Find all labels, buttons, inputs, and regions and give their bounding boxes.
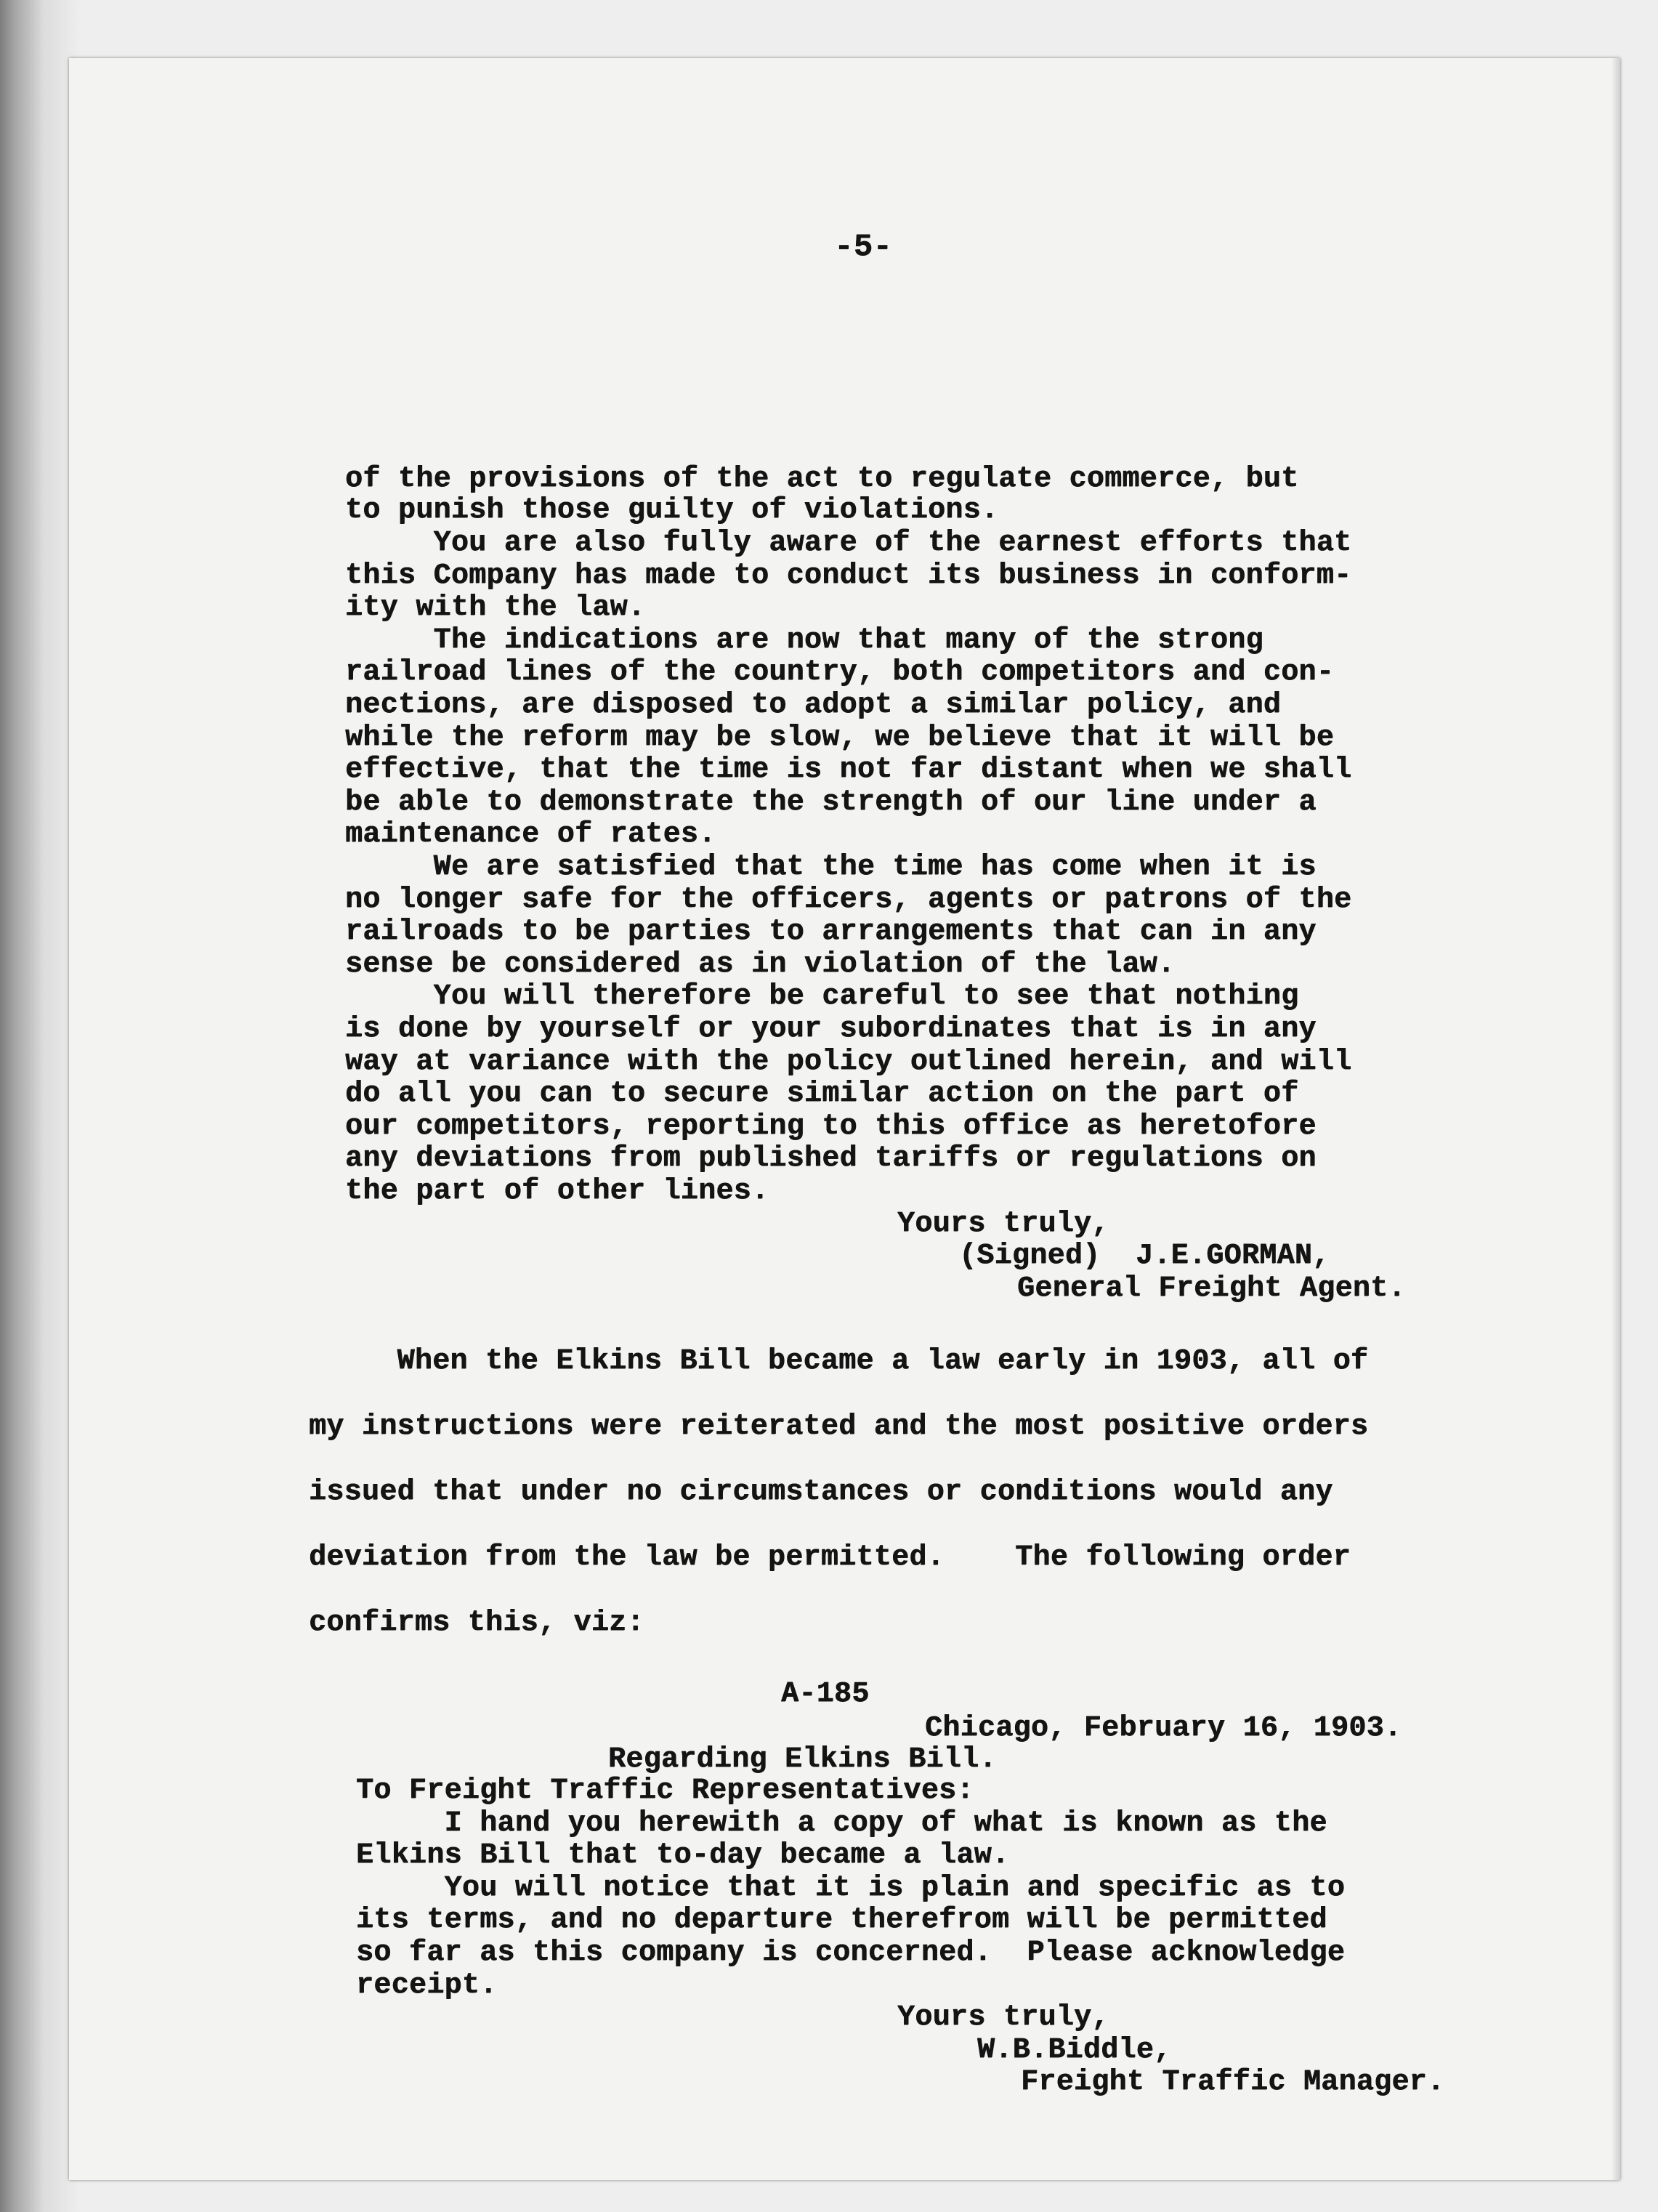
order-line: receipt.	[356, 1969, 498, 2002]
letter-line: maintenance of rates.	[345, 818, 716, 851]
order-subject: Regarding Elkins Bill.	[608, 1743, 997, 1776]
letter-line: railroad lines of the country, both competitors and con-	[345, 656, 1335, 689]
letter-line: nections, are disposed to adopt a similar policy, and	[345, 689, 1282, 722]
letter-line: railroads to be parties to arrangements that can in any	[345, 916, 1317, 948]
letter-line: to punish those guilty of violations.	[345, 494, 999, 527]
letter-line: We are satisfied that the time has come when it is	[345, 851, 1317, 884]
letter-line: any deviations from published tariffs or regulations on	[345, 1142, 1317, 1175]
order-signer-title: Freight Traffic Manager.	[1021, 2066, 1445, 2099]
letter-line: while the reform may be slow, we believe that it will be	[345, 722, 1335, 754]
letter-line: effective, that the time is not far distant when we shall	[345, 754, 1352, 786]
order-number: A-185	[781, 1678, 870, 1711]
letter-line: is done by yourself or your subordinates that is in any	[345, 1013, 1317, 1046]
page-number: -5-	[834, 229, 893, 265]
letter-line: ity with the law.	[345, 592, 646, 624]
letter-line: do all you can to secure similar action on the part of	[345, 1078, 1299, 1110]
letter-line: the part of other lines.	[345, 1175, 769, 1208]
letter-signer-title: General Freight Agent.	[1017, 1272, 1406, 1305]
order-place-date: Chicago, February 16, 1903.	[925, 1712, 1402, 1745]
letter-line: You will therefore be careful to see that nothing	[345, 980, 1299, 1013]
letter-closing: Yours truly,	[897, 1208, 1109, 1240]
letter-line: no longer safe for the officers, agents or patrons of the	[345, 884, 1352, 916]
order-addressee: To Freight Traffic Representatives:	[356, 1775, 974, 1807]
letter-line: this Company has made to conduct its business in conform-	[345, 560, 1352, 592]
letter-signature: (Signed) J.E.GORMAN,	[959, 1240, 1330, 1272]
order-line: Elkins Bill that to-day became a law.	[356, 1839, 1010, 1872]
letter-line: our competitors, reporting to this office as heretofore	[345, 1110, 1317, 1143]
order-signer: W.B.Biddle,	[977, 2034, 1172, 2067]
narrative-line: When the Elkins Bill became a law early in 1903, all of	[309, 1345, 1369, 1378]
narrative-line: confirms this, viz:	[309, 1607, 644, 1639]
narrative-line: my instructions were reiterated and the most positive orders	[309, 1410, 1369, 1443]
narrative-line: deviation from the law be permitted. The following order	[309, 1541, 1351, 1574]
letter-line: be able to demonstrate the strength of our line under a	[345, 786, 1317, 819]
letter-line: You are also fully aware of the earnest efforts that	[345, 527, 1352, 560]
letter-line: The indications are now that many of the strong	[345, 624, 1263, 657]
letter-line: way at variance with the policy outlined herein, and will	[345, 1046, 1352, 1078]
narrative-line: issued that under no circumstances or conditions would any	[309, 1476, 1333, 1509]
order-line: You will notice that it is plain and specific as to	[356, 1872, 1346, 1905]
order-line: its terms, and no departure therefrom will be permitted	[356, 1904, 1327, 1937]
letter-line: sense be considered as in violation of the law.	[345, 948, 1176, 981]
letter-line: of the provisions of the act to regulate commerce, but	[345, 463, 1299, 496]
order-line: I hand you herewith a copy of what is known as the	[356, 1807, 1327, 1840]
document-page	[69, 58, 1620, 2180]
order-closing: Yours truly,	[897, 2001, 1109, 2034]
order-line: so far as this company is concerned. Please acknowledge	[356, 1937, 1346, 1969]
